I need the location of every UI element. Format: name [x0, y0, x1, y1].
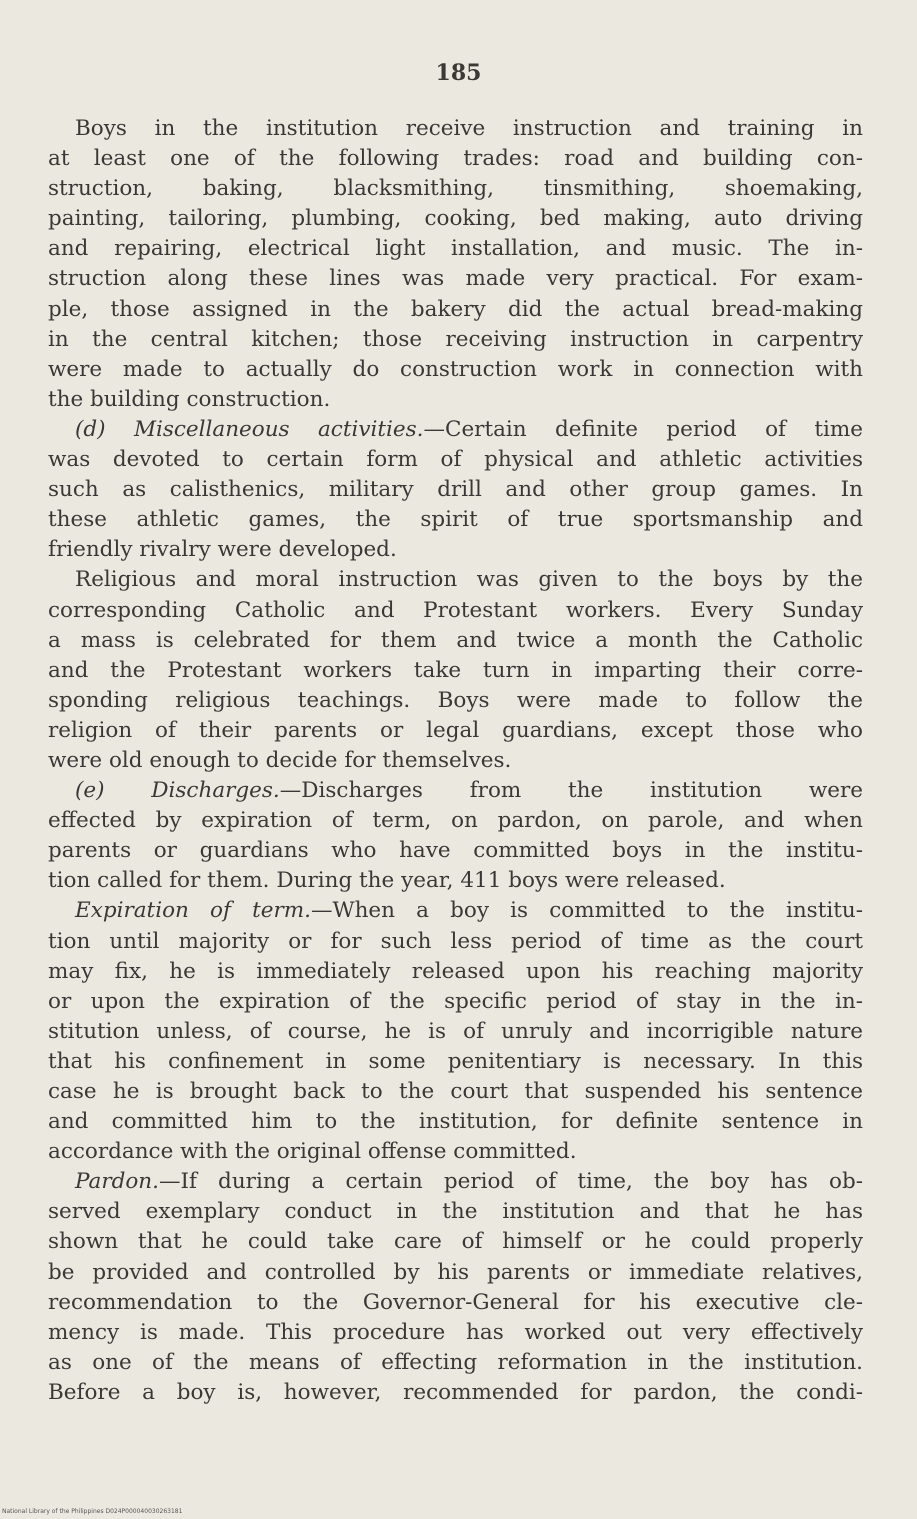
line-text: such as calisthenics, military drill and other group games. In: [48, 477, 863, 503]
text-line: [48, 1288, 863, 1318]
line-text: effected by expiration of term, on pardon, on parole, and when: [48, 808, 863, 834]
run-in-heading: Discharges.: [151, 778, 280, 804]
text-line: [48, 204, 863, 234]
line-text: or upon the expiration of the specific period of stay in the in-: [48, 988, 863, 1014]
text-line: [48, 144, 863, 174]
text-line: [48, 1167, 863, 1197]
text-line: [48, 264, 863, 294]
line-text: struction, baking, blacksmithing, tinsmithing, shoemaking,: [48, 176, 863, 202]
section-marker: (d): [75, 416, 134, 442]
line-text: and the Protestant workers take turn in imparting their corre-: [48, 657, 863, 683]
line-text: in the central kitchen; those receiving instruction in carpentry: [48, 326, 863, 352]
text-line: [48, 1318, 863, 1348]
text-line: [48, 776, 863, 806]
text-line: [48, 1258, 863, 1288]
line-text: tion until majority or for such less period of time as the court: [48, 928, 863, 954]
text-line: [48, 295, 863, 325]
line-text: —Discharges from the institution were: [279, 778, 863, 804]
line-text: shown that he could take care of himself or he could properly: [48, 1229, 863, 1255]
line-text: mency is made. This procedure has worked out very effectively: [48, 1319, 863, 1345]
text-line: [48, 505, 863, 535]
text-line: [48, 174, 863, 204]
text-line: [48, 114, 863, 144]
line-text: was devoted to certain form of physical and athletic activities: [48, 447, 863, 473]
line-text: struction along these lines was made very practical. For exam-: [48, 266, 863, 292]
line-text: case he is brought back to the court that suspended his sentence: [48, 1079, 863, 1104]
text-line: [48, 866, 863, 896]
line-text: stitution unless, of course, he is of unruly and incorrigible nature: [48, 1018, 863, 1044]
line-text: a mass is celebrated for them and twice a month the Catholic: [48, 627, 863, 653]
line-text: be provided and controlled by his parents or immediate relatives,: [48, 1259, 863, 1285]
line-text: these athletic games, the spirit of true sportsmanship and: [48, 507, 863, 533]
line-text: painting, tailoring, plumbing, cooking, bed making, auto driving: [48, 206, 863, 232]
text-line: [48, 1017, 863, 1047]
line-text: corresponding Catholic and Protestant workers. Every Sunday: [48, 597, 863, 623]
text-line: [48, 1077, 863, 1107]
text-line: [48, 445, 863, 475]
line-text: Religious and moral instruction was given to the boys by the: [75, 567, 863, 593]
body-text: [48, 114, 863, 1408]
line-text: and repairing, electrical light installation, and music. The in-: [48, 236, 863, 262]
text-line: [48, 385, 863, 415]
text-line: [48, 1047, 863, 1077]
text-line: [48, 716, 863, 746]
line-text: —When a boy is committed to the institu-: [310, 898, 863, 924]
text-line: [48, 626, 863, 656]
text-line: [48, 535, 863, 565]
page-number: 185: [435, 60, 482, 86]
text-line: [48, 656, 863, 686]
line-text: tion called for them. During the year, 411 boys were released.: [48, 868, 726, 894]
line-text: —If during a certain period of time, the boy has ob-: [158, 1169, 863, 1195]
text-line: [48, 1227, 863, 1257]
text-line: [48, 806, 863, 836]
text-line: [48, 1348, 863, 1378]
text-line: [48, 746, 863, 776]
text-line: [48, 596, 863, 626]
line-text: friendly rivalry were developed.: [48, 537, 397, 563]
run-in-heading: Pardon.: [75, 1169, 159, 1195]
text-line: [48, 927, 863, 957]
text-line: [48, 1378, 863, 1408]
text-line: [48, 355, 863, 385]
line-text: religion of their parents or legal guardians, except those who: [48, 717, 863, 743]
line-text: —Certain definite period of time: [423, 416, 863, 442]
section-marker: (e): [75, 778, 152, 804]
run-in-heading: Miscellaneous activities.: [133, 416, 424, 442]
line-text: were made to actually do construction work in connection with: [48, 356, 863, 382]
text-line: [48, 1107, 863, 1137]
line-text: parents or guardians who have committed boys in the institu-: [48, 838, 863, 864]
run-in-heading: Expiration of term.: [75, 898, 311, 924]
text-line: [48, 475, 863, 505]
text-line: [48, 686, 863, 716]
line-text: Boys in the institution receive instruction and training in: [75, 116, 863, 141]
text-line: [48, 1197, 863, 1227]
text-line: [48, 1137, 863, 1167]
text-line: [48, 234, 863, 264]
line-text: accordance with the original offense committed.: [48, 1139, 577, 1165]
text-line: [48, 836, 863, 866]
line-text: ple, those assigned in the bakery did the actual bread-making: [48, 296, 863, 322]
line-text: recommendation to the Governor-General for his executive cle-: [48, 1289, 863, 1315]
line-text: served exemplary conduct in the institution and that he has: [48, 1199, 863, 1225]
text-line: [48, 415, 863, 445]
line-text: Before a boy is, however, recommended for pardon, the condi-: [48, 1379, 863, 1405]
line-text: that his confinement in some penitentiary is necessary. In this: [48, 1048, 863, 1074]
line-text: and committed him to the institution, for definite sentence in: [48, 1109, 863, 1135]
text-line: [48, 565, 863, 595]
line-text: were old enough to decide for themselves.: [48, 747, 512, 773]
line-text: as one of the means of effecting reformation in the institution.: [48, 1349, 863, 1375]
line-text: sponding religious teachings. Boys were made to follow the: [48, 687, 863, 713]
text-line: [48, 896, 863, 926]
text-line: [48, 325, 863, 355]
line-text: at least one of the following trades: road and building con-: [48, 146, 863, 172]
text-line: [48, 987, 863, 1017]
line-text: the building construction.: [48, 386, 331, 412]
text-line: [48, 957, 863, 987]
line-text: may fix, he is immediately released upon his reaching majority: [48, 958, 863, 984]
archive-stamp: National Library of the Philippines D024P000040030263181: [2, 1508, 183, 1515]
